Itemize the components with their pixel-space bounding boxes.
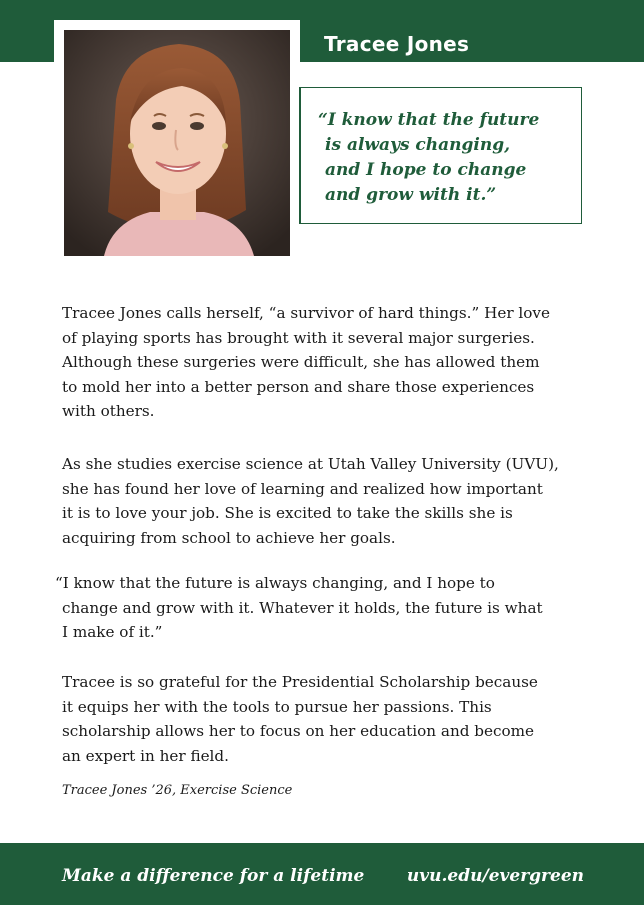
body-line: Tracee is so grateful for the Presidential Scholarship because [62, 673, 538, 691]
pull-quote-line: and grow with it.” [325, 185, 497, 205]
footer-tagline: Make a difference for a lifetime [62, 866, 365, 886]
body-line: change and grow with it. Whatever it holds, the future is what [62, 598, 543, 617]
body-line: Tracee Jones calls herself, “a survivor of hard things.” Her love [62, 304, 550, 322]
body-paragraph-2 [62, 452, 584, 550]
student-caption: Tracee Jones ’26, Exercise Science [62, 783, 293, 798]
body-line: As she studies exercise science at Utah Valley University (UVU), [62, 455, 559, 473]
body-line: “I know that the future is always changing, and I hope to [55, 574, 495, 592]
body-line: it equips her with the tools to pursue her passions. This [62, 697, 492, 716]
body-line: she has found her love of learning and realized how important [62, 479, 543, 498]
portrait-illustration [64, 30, 290, 256]
body-line: with others. [62, 402, 155, 420]
pull-quote-line: “I know that the future [318, 110, 540, 130]
body-line: scholarship allows her to focus on her education and become [62, 722, 535, 740]
footer-url-link[interactable]: uvu.edu/evergreen [406, 866, 584, 886]
pull-quote-box-edge [299, 87, 301, 224]
body-paragraph-4 [62, 670, 584, 768]
body-line: an expert in her field. [62, 746, 229, 765]
pull-quote-line: and I hope to change [325, 160, 527, 180]
body-paragraph-quote [55, 571, 584, 645]
pull-quote-line: is always changing, [325, 135, 511, 155]
body-line: I make of it.” [62, 623, 163, 641]
body-line: Although these surgeries were difficult, she has allowed them [62, 353, 540, 371]
pull-quote [318, 108, 573, 208]
portrait-photo [64, 30, 290, 256]
body-line: it is to love your job. She is excited to take the skills she is [62, 504, 513, 522]
body-paragraph-1 [62, 301, 584, 424]
body-line: of playing sports has brought with it several major surgeries. [62, 328, 535, 347]
body-line: to mold her into a better person and share those experiences [62, 377, 535, 396]
profile-name: Tracee Jones [324, 32, 470, 56]
body-line: acquiring from school to achieve her goals. [62, 528, 396, 547]
